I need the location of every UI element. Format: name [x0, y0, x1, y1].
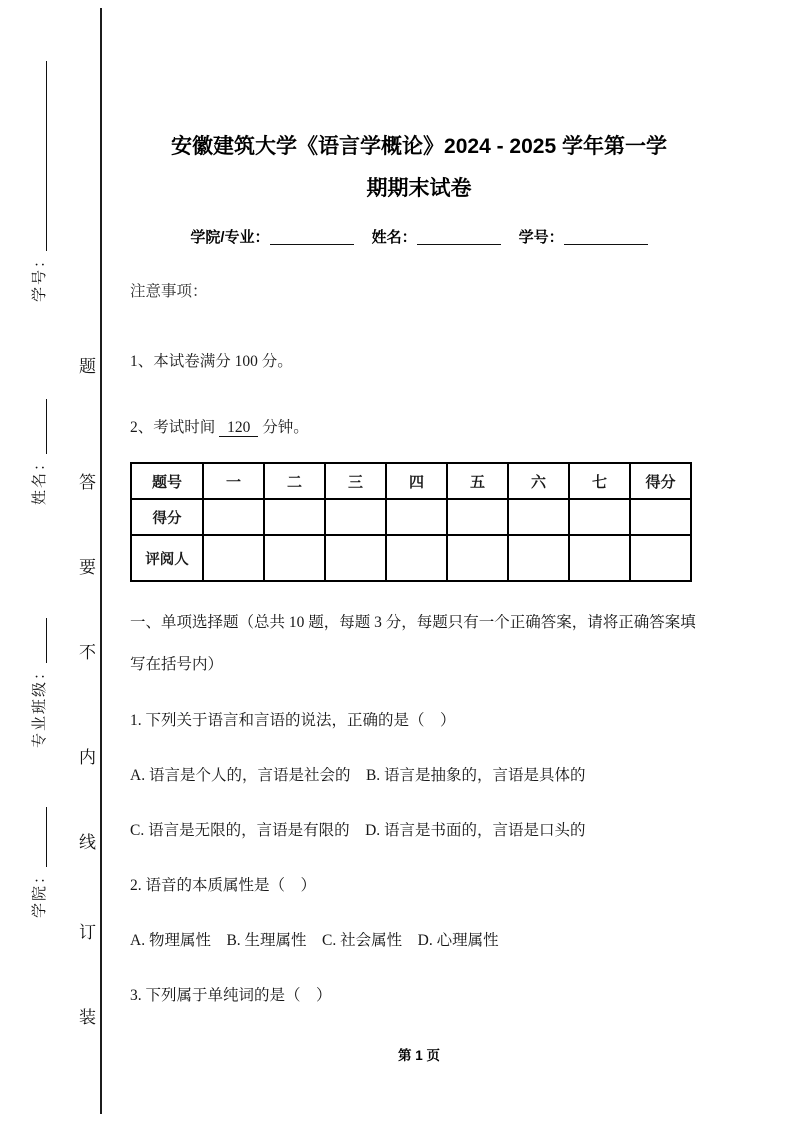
score-table-header-row: [131, 463, 691, 499]
exam-title: [130, 126, 708, 210]
binding-divider-line: [100, 8, 102, 1114]
seal-char: 订: [79, 923, 96, 942]
seal-char: 不: [79, 643, 96, 662]
option-line: C. 语言是无限的，言语是有限的 D. 语言是书面的，言语是口头的: [130, 822, 586, 839]
score-table-reviewer-row: [131, 535, 691, 581]
score-cell: [569, 499, 630, 535]
reviewer-row-label: 评阅人: [131, 535, 203, 581]
option-line: A. 物理属性 B. 生理属性 C. 社会属性 D. 心理属性: [130, 932, 499, 949]
notice-item-1: 1、本试卷满分 100 分。: [130, 353, 293, 370]
margin-student-id-label: 学号：: [32, 250, 48, 302]
seal-char: 装: [79, 1008, 96, 1027]
score-table-header-cell: 七: [569, 463, 630, 499]
student-info-line: [130, 226, 708, 250]
score-cell: [569, 535, 630, 581]
page-number: 第 1 页: [397, 1048, 440, 1063]
margin-student-id-blank: [32, 61, 47, 251]
score-cell: [447, 499, 508, 535]
form-college-label: 学院/专业：: [190, 229, 270, 246]
notice-item-2: [130, 416, 708, 440]
score-table-header-cell: 六: [508, 463, 569, 499]
score-cell: [508, 535, 569, 581]
score-cell: [264, 535, 325, 581]
form-id-blank: [564, 230, 648, 245]
margin-name-label: 姓名：: [32, 453, 48, 505]
score-row-label: 得分: [131, 499, 203, 535]
score-cell: [447, 535, 508, 581]
score-cell: [203, 535, 264, 581]
score-table: [130, 462, 692, 582]
notice-item-2-suffix: 分钟。: [262, 419, 309, 436]
score-cell: [630, 535, 691, 581]
form-name-label: 姓名：: [371, 229, 417, 246]
score-cell: [325, 499, 386, 535]
score-table-header-cell: 题号: [131, 463, 203, 499]
option-line: A. 语言是个人的，言语是社会的 B. 语言是抽象的，言语是具体的: [130, 767, 586, 784]
margin-college: [28, 807, 49, 918]
score-table-header-cell: 三: [325, 463, 386, 499]
exam-title-line1: 安徽建筑大学《语言学概论》2024 - 2025 学年第一学: [171, 135, 667, 158]
form-name-blank: [417, 230, 501, 245]
seal-char: 要: [79, 558, 96, 577]
question-text: 2. 语音的本质属性是（ ）: [130, 877, 317, 894]
form-id-label: 学号：: [518, 229, 564, 246]
exam-duration-value: 120: [219, 419, 258, 437]
score-table-header-cell: 一: [203, 463, 264, 499]
seal-char: 答: [79, 473, 96, 492]
seal-char: 内: [79, 748, 96, 767]
score-cell: [508, 499, 569, 535]
score-table-header-cell: 得分: [630, 463, 691, 499]
margin-student-id: [28, 61, 49, 302]
score-table-header-cell: 五: [447, 463, 508, 499]
margin-name: [28, 399, 49, 505]
score-table-score-row: [131, 499, 691, 535]
score-cell: [325, 535, 386, 581]
score-cell: [386, 535, 447, 581]
form-college-blank: [270, 230, 354, 245]
margin-class-label: 专业班级：: [32, 662, 48, 748]
margin-class-blank: [32, 618, 47, 663]
question-text: 1. 下列关于语言和言语的说法，正确的是（ ）: [130, 712, 456, 729]
score-cell: [630, 499, 691, 535]
seal-char: 线: [79, 833, 96, 852]
margin-college-label: 学院：: [32, 866, 48, 918]
seal-char: 题: [79, 357, 96, 376]
score-table-header-cell: 四: [386, 463, 447, 499]
margin-name-blank: [32, 399, 47, 454]
margin-class: [28, 618, 49, 748]
notice-heading: 注意事项：: [130, 283, 208, 300]
question-text: 3. 下列属于单纯词的是（ ）: [130, 987, 332, 1004]
section1-heading: 一、单项选择题（总共 10 题，每题 3 分，每题只有一个正确答案，请将正确答案填写在括号内）: [130, 614, 696, 673]
margin-college-blank: [32, 807, 47, 867]
exam-title-line2: 期期末试卷: [366, 177, 472, 200]
notice-item-2-prefix: 2、考试时间: [130, 419, 216, 436]
exam-body: [130, 0, 708, 1016]
score-cell: [203, 499, 264, 535]
score-table-header-cell: 二: [264, 463, 325, 499]
score-cell: [264, 499, 325, 535]
score-cell: [386, 499, 447, 535]
